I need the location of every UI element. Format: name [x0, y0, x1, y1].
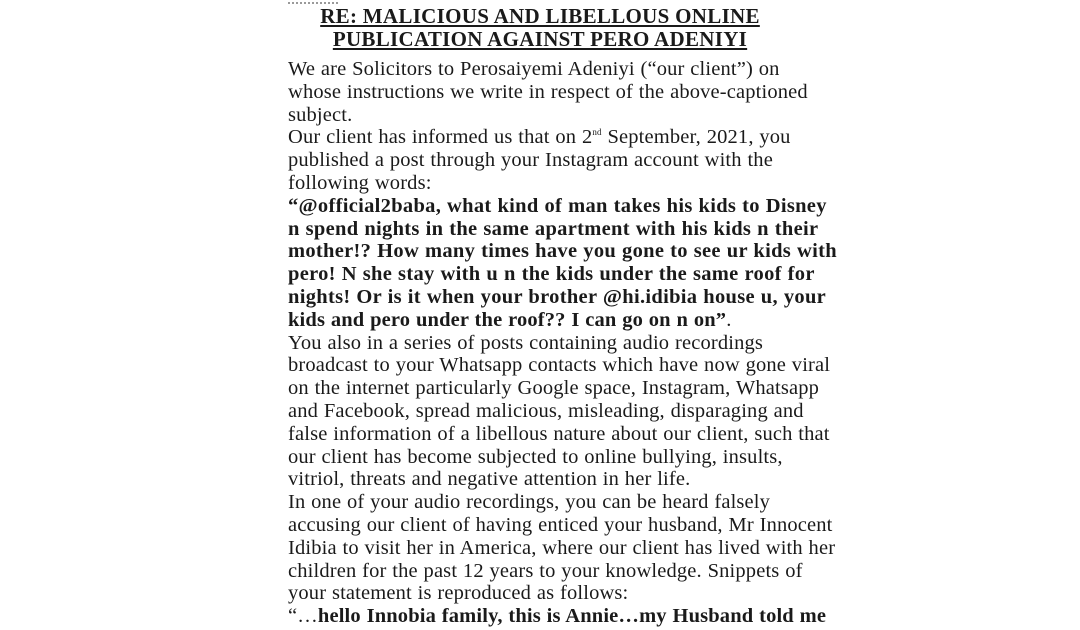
quote-1-line: n spend nights in the same apartment with his kids n their: [288, 217, 819, 240]
paragraph-1-line: We are Solicitors to Perosaiyemi Adeniyi (“our client”) on: [288, 58, 780, 80]
quote-2-line: [288, 605, 827, 628]
quote-1-bold-text: kids and pero under the roof?? I can go on n on”: [288, 308, 727, 331]
paragraph-3-line: You also in a series of posts containing audio recordings: [288, 331, 764, 354]
quote-1-line: pero! N she stay with u n the kids under the same roof for: [288, 263, 815, 286]
letter-body: [288, 58, 837, 628]
paragraph-4-line: children for the past 12 years to your knowledge. Snippets of: [288, 559, 803, 582]
heading-line-2: PUBLICATION AGAINST PERO ADENIYI: [332, 27, 748, 51]
paragraph-3-line: on the internet particularly Google space, Instagram, Whatsapp: [288, 377, 820, 400]
paragraph-4-line: accusing our client of having enticed your husband, Mr Innocent: [288, 513, 833, 536]
paragraph-4-line: Idibia to visit her in America, where our client has lived with her: [288, 536, 836, 559]
paragraph-2-line: following words:: [288, 171, 432, 194]
quote-1-line: nights! Or is it when your brother @hi.idibia house u, your: [288, 285, 827, 308]
quote-1-last-line: [288, 309, 803, 332]
date-superscript: nd: [592, 127, 602, 138]
paragraph-4-line: your statement is reproduced as follows:: [288, 582, 629, 605]
date-text-post: September, 2021, you: [601, 126, 791, 149]
paragraph-2-line: [288, 126, 803, 149]
quote-2-opening: “…: [288, 605, 318, 628]
quote-2-bold-text: hello Innobia family, this is Annie…my Husband told me: [317, 605, 827, 628]
date-text-pre: Our client has informed us that on 2: [288, 126, 593, 149]
paragraph-3-line: vitriol, threats and negative attention in her life.: [288, 468, 691, 491]
paragraph-4-line: In one of your audio recordings, you can be heard falsely: [288, 491, 771, 514]
paragraph-3-line: our client has become subjected to online bullying, insults,: [288, 445, 783, 468]
paragraph-3-line: and Facebook, spread malicious, misleading, disparaging and: [288, 399, 804, 422]
paragraph-1-line: whose instructions we write in respect of the above-captioned: [288, 80, 808, 103]
paragraph-3-line: false information of a libellous nature about our client, such that: [288, 422, 830, 445]
heading-line-1: RE: MALICIOUS AND LIBELLOUS ONLINE: [320, 4, 760, 28]
paragraph-2-line: published a post through your Instagram account with the: [288, 149, 773, 172]
quote-1-line: “@official2baba, what kind of man takes his kids to Disney: [288, 194, 827, 217]
paragraph-3-line: broadcast to your Whatsapp contacts which have now gone viral: [288, 354, 831, 377]
quote-1-period: .: [726, 308, 732, 331]
paragraph-1-line: subject.: [288, 103, 353, 126]
quote-1-line: mother!? How many times have you gone to see ur kids with: [288, 240, 837, 263]
